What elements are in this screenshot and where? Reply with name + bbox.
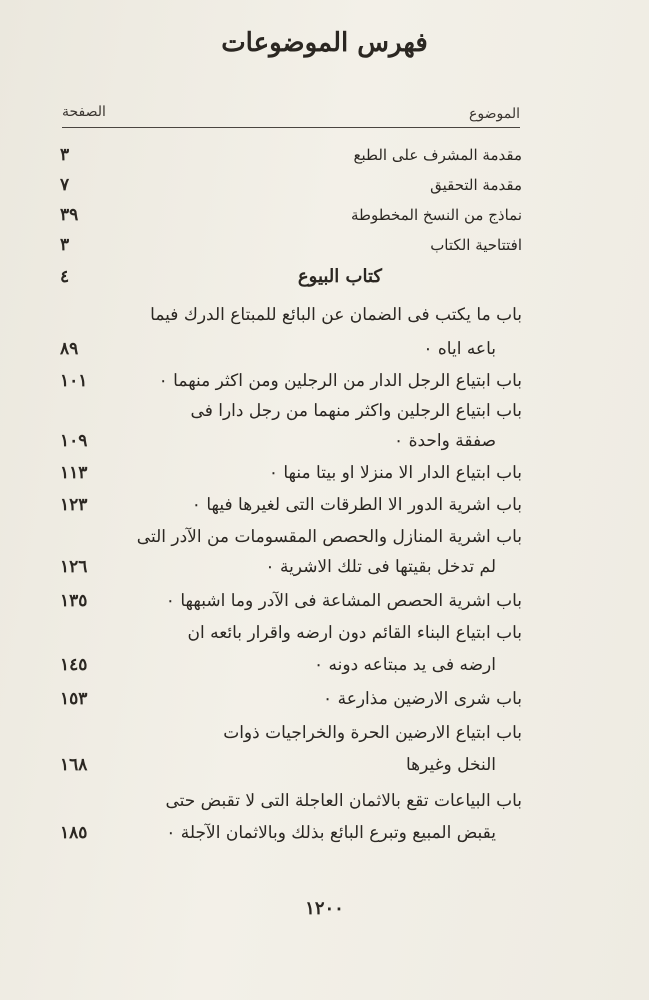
entry-text: باب اشرية الحصص المشاعة فى الآدر وما اشبهها ٠: [165, 591, 522, 611]
toc-entry: [60, 586, 522, 616]
header-divider: [62, 127, 520, 128]
entry-page: ٣: [60, 145, 70, 165]
entry-text: باب ابتياع الرجلين واكثر منهما من رجل دارا فى: [190, 401, 522, 421]
toc-entry: [60, 366, 522, 396]
entry-text: باب ابتياع الارضين الحرة والخراجيات ذوات: [223, 723, 522, 743]
entry-page: ١٢٦: [60, 557, 88, 577]
toc-entry: [60, 230, 522, 260]
toc-entry: [60, 650, 522, 680]
entry-text: باب ابتياع البناء القائم دون ارضه واقرار بائعه ان: [187, 623, 522, 643]
entry-text: باب ما يكتب فى الضمان عن البائع للمبتاع الدرك فيما: [150, 305, 522, 325]
entry-page: ١٥٣: [60, 689, 88, 709]
entry-text: لم تدخل بقيتها فى تلك الاشرية ٠: [265, 557, 496, 577]
entry-text: باب ابتياع الرجل الدار من الرجلين ومن اكثر منهما ٠: [158, 371, 522, 391]
entry-page: ١٠٩: [60, 431, 88, 451]
page-column-label: الصفحة: [62, 104, 106, 120]
entry-page: ١٦٨: [60, 755, 88, 775]
entry-text: باعه اياه ٠: [423, 339, 496, 359]
toc-entry: [60, 552, 522, 582]
toc-entry: [60, 786, 522, 816]
page-number: ١٢٠٠: [305, 898, 344, 919]
entry-text: نماذج من النسخ المخطوطة: [351, 206, 522, 224]
toc-entry: [60, 140, 522, 170]
toc-entry: [60, 618, 522, 648]
entry-text: افتتاحية الكتاب: [430, 236, 522, 254]
entry-page: ١٤٥: [60, 655, 88, 675]
entry-text: باب اشرية الدور الا الطرقات التى لغيرها فيها ٠: [191, 495, 522, 515]
entry-page: ٣٩: [60, 205, 79, 225]
entry-page: ١٢٣: [60, 495, 88, 515]
toc-entry: [60, 522, 522, 552]
entry-text: باب ابتياع الدار الا منزلا او بيتا منها ٠: [268, 463, 522, 483]
section-heading: [60, 262, 522, 292]
entry-page: ١٨٥: [60, 823, 88, 843]
entry-page: ١٠١: [60, 371, 88, 391]
toc-entry: [60, 818, 522, 848]
entry-page: ٧: [60, 175, 70, 195]
page-title: فهرس الموضوعات: [221, 28, 428, 58]
toc-entry: [60, 750, 522, 780]
entry-page: ٨٩: [60, 339, 79, 359]
entry-text: كتاب البيوع: [297, 266, 382, 287]
entry-text: النخل وغيرها: [405, 755, 496, 775]
toc-entry: [60, 300, 522, 330]
topic-column-label: الموضوع: [469, 106, 520, 122]
entry-text: صفقة واحدة ٠: [394, 431, 496, 451]
column-header: [62, 104, 520, 128]
entry-text: مقدمة المشرف على الطبع: [353, 146, 522, 164]
entry-text: باب اشرية المنازل والحصص المقسومات من الآدر التى: [136, 527, 522, 547]
entry-page: ١١٣: [60, 463, 88, 483]
toc-entry: [60, 684, 522, 714]
toc-entry: [60, 718, 522, 748]
toc-entry: [60, 458, 522, 488]
toc-entry: [60, 200, 522, 230]
toc-entry: [60, 334, 522, 364]
entry-text: يقبض المبيع وتبرع البائع بذلك وبالاثمان الآجلة ٠: [166, 823, 496, 843]
entry-page: ٤: [60, 267, 70, 287]
entry-page: ٣: [60, 235, 70, 255]
toc-entry: [60, 170, 522, 200]
entry-text: ارضه فى يد مبتاعه دونه ٠: [313, 655, 496, 675]
toc-entry: [60, 426, 522, 456]
entry-text: مقدمة التحقيق: [430, 176, 522, 194]
toc-entry: [60, 396, 522, 426]
entry-text: باب البياعات تقع بالاثمان العاجلة التى لا تقبض حتى: [165, 791, 522, 811]
toc-entry: [60, 490, 522, 520]
entry-page: ١٣٥: [60, 591, 88, 611]
entry-text: باب شرى الارضين مذارعة ٠: [323, 689, 522, 709]
